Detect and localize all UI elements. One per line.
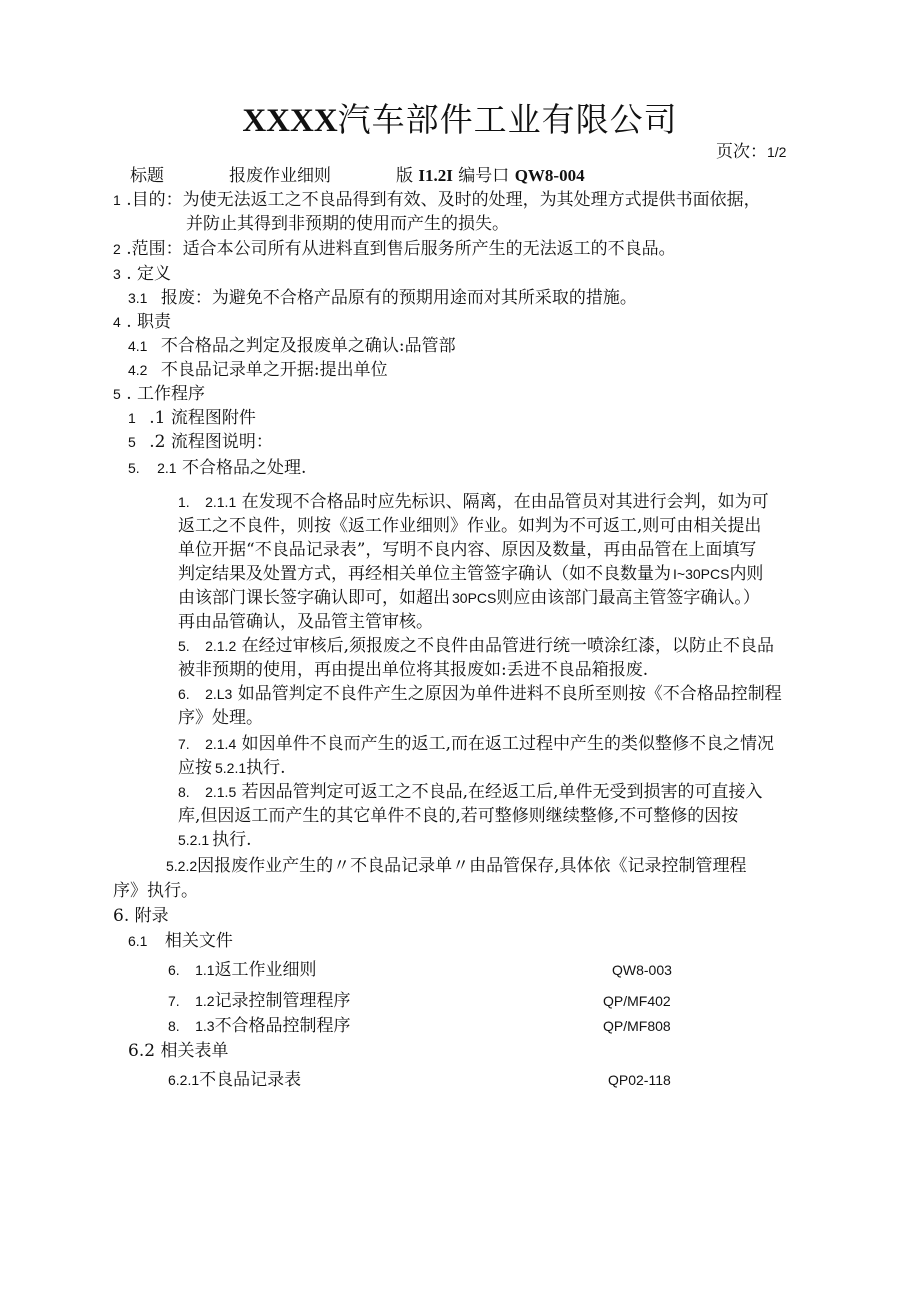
section-3: 3 . 定义 [113, 264, 172, 284]
para-2-1-1-l4: 判定结果及处置方式，再经相关单位主管签字确认（如不良数量为 I~30PCS内则 [178, 564, 764, 584]
para-2-1-1-l3: 单位开据“不良品记录表”，写明不良内容、原因及数量，再由品管在上面填写 [178, 540, 757, 560]
para-2-1-2-l2: 被非预期的使用，再由提出单位将其报废如:丢进不良品箱报废. [178, 660, 649, 680]
para-2-1-1: 1. 2.1.1 在发现不合格品时应先标识、隔离，在由品管员对其进行会判，如为可 [178, 492, 769, 512]
para-2-1-1-l6: 再由品管确认，及品管主管审核。 [178, 612, 433, 632]
section-1-cont: 并防止其得到非预期的使用而产生的损失。 [186, 214, 509, 234]
para-2-1-1-l2: 返工之不良件，则按《返工作业细则》作业。如判为不可返工,则可由相关提出 [178, 516, 762, 536]
para-2-1-1-l5: 由该部门课长签字确认即可，如超出 30PCS则应由该部门最高主管签字确认。） [178, 588, 760, 608]
para-2-1-4-l2: 应按 5.2.1执行. [178, 758, 286, 778]
para-2-1-5-l2: 库,但因返工而产生的其它单件不良的,若可整修则继续整修,不可整修的因按 [178, 806, 739, 826]
form-code: QP02-118 [608, 1072, 671, 1088]
doc-row: 7. 1.2记录控制管理程序 [168, 991, 351, 1011]
company-title-cn: 汽车部件工业有限公司 [337, 100, 678, 139]
section-6-2: 6.2 相关表单 [128, 1041, 229, 1061]
form-row: 6.2.1不良品记录表 [168, 1070, 302, 1090]
doc-row: 6. 1.1返工作业细则 [168, 960, 317, 980]
section-2: 2 .范围：适合本公司所有从进料直到售后服务所产生的无法返工的不良品。 [113, 239, 676, 259]
doc-code: QW8-003 [612, 962, 672, 978]
doc-row: 8. 1.3不合格品控制程序 [168, 1016, 351, 1036]
para-2-1-3-l2: 序》处理。 [178, 708, 263, 728]
section-5-2-1: 5. 2.1 不合格品之处理. [128, 458, 307, 478]
meta-title-label: 标题 [130, 166, 164, 186]
section-6: 6. 附录 [113, 906, 169, 926]
section-3-1: 3.1 报废：为避免不合格产品原有的预期用途而对其所采取的措施。 [128, 288, 637, 308]
meta-doc-name: 报废作业细则 [229, 166, 331, 186]
para-2-1-5: 8. 2.1.5 若因品管判定可返工之不良品,在经返工后,单件无受到损害的可直接入 [178, 782, 763, 802]
company-title-latin: XXXX [242, 103, 338, 139]
company-title [0, 94, 920, 141]
section-1: 1 .目的：为使无法返工之不良品得到有效、及时的处理，为其处理方式提供书面依据， [113, 190, 761, 210]
meta-version: 版 I1.2I 编号口 QW8-004 [396, 166, 585, 186]
doc-code: QP/MF402 [603, 993, 671, 1009]
section-6-1: 6.1 相关文件 [128, 931, 233, 951]
section-5: 5 . 工作程序 [113, 384, 206, 404]
section-5-2: 5 .2 流程图说明： [128, 432, 273, 452]
section-4: 4 . 职责 [113, 312, 172, 332]
para-2-1-5-l3: 5.2.1 执行. [178, 830, 252, 850]
para-5-2-2-l2: 序》执行。 [113, 881, 198, 901]
section-5-1: 1 .1 流程图附件 [128, 408, 256, 428]
para-2-1-2: 5. 2.1.2 在经过审核后,须报废之不良件由品管进行统一喷涂红漆，以防止不良品 [178, 636, 775, 656]
para-2-1-4: 7. 2.1.4 如因单件不良而产生的返工,而在返工过程中产生的类似整修不良之情况 [178, 734, 775, 754]
page-number: 页次：1/2 [716, 142, 787, 162]
section-4-1: 4.1 不合格品之判定及报废单之确认:品管部 [128, 336, 456, 356]
section-4-2: 4.2 不良品记录单之开据:提出单位 [128, 360, 388, 380]
para-2-1-3: 6. 2.L3 如品管判定不良件产生之原因为单件进料不良所至则按《不合格品控制程 [178, 684, 782, 704]
para-5-2-2: 5.2.2因报废作业产生的〃不良品记录单〃由品管保存,具体依《记录控制管理程 [166, 856, 747, 876]
doc-code: QP/MF808 [603, 1018, 671, 1034]
